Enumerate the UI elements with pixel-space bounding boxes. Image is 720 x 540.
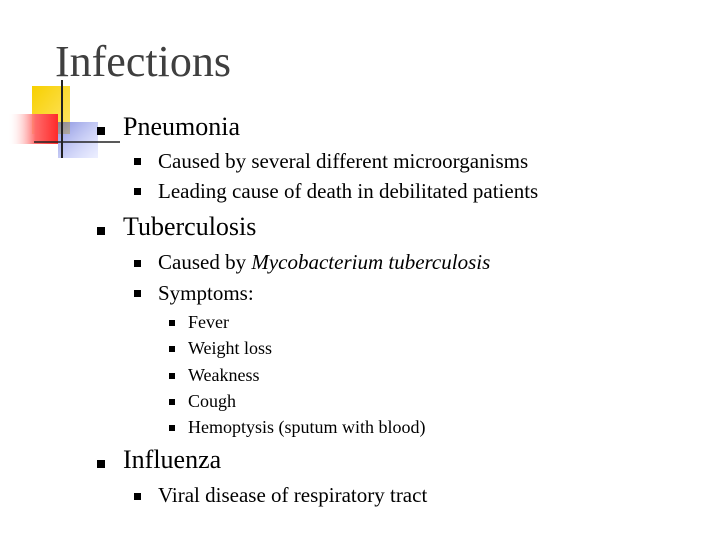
section-influenza-label: Influenza	[123, 445, 222, 474]
level2-bullet-icon	[134, 158, 141, 165]
level2-bullet-icon	[134, 493, 141, 500]
pneumonia-item: Leading cause of death in debilitated patients	[158, 179, 539, 203]
pneumonia-item: Caused by several different microorganisms	[158, 149, 529, 173]
symptom-item: Weight loss	[188, 338, 273, 358]
section-tuberculosis-label: Tuberculosis	[123, 212, 257, 241]
tuberculosis-cause-organism: Mycobacterium tuberculosis	[251, 250, 491, 274]
level3-bullet-icon	[169, 425, 175, 431]
level1-bullet-icon	[97, 460, 105, 468]
section-pneumonia-label: Pneumonia	[123, 112, 240, 141]
tuberculosis-item: Symptoms:	[158, 281, 254, 305]
level2-bullet-icon	[134, 290, 141, 297]
level2-bullet-icon	[134, 188, 141, 195]
tuberculosis-cause-prefix: Caused by	[158, 250, 252, 274]
level3-bullet-icon	[169, 320, 175, 326]
symptom-item: Weakness	[188, 365, 260, 385]
level3-bullet-icon	[169, 346, 175, 352]
level3-bullet-icon	[169, 399, 175, 405]
symptom-item: Hemoptysis (sputum with blood)	[188, 417, 426, 437]
level1-bullet-icon	[97, 227, 105, 235]
symptom-item: Cough	[188, 391, 237, 411]
symptom-item: Fever	[188, 312, 229, 332]
level3-bullet-icon	[169, 373, 175, 379]
level2-bullet-icon	[134, 260, 141, 267]
slide-title: Infections	[55, 37, 231, 86]
influenza-item: Viral disease of respiratory tract	[158, 483, 428, 507]
tuberculosis-cause-item	[158, 249, 490, 275]
level1-bullet-icon	[97, 127, 105, 135]
